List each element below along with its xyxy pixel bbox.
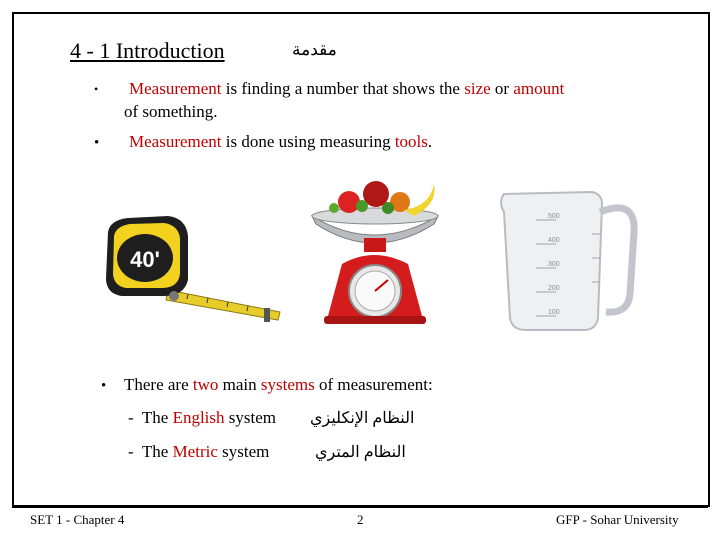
title-arabic: مقدمة: [292, 40, 337, 59]
cup-mark: 400: [548, 237, 560, 244]
footer-chapter: SET 1 - Chapter 4: [30, 512, 125, 527]
cup-mark: 200: [548, 285, 560, 292]
bullet-dot: •: [101, 378, 107, 394]
term-english: English: [172, 408, 225, 427]
cup-mark: 500: [548, 213, 560, 220]
metric-system-item: - The Metric system: [128, 442, 270, 461]
bullet-dot: •: [94, 82, 99, 96]
bullet-1-line-2: of something.: [124, 102, 218, 121]
cup-mark: 300: [548, 261, 560, 268]
footer-divider: [12, 505, 708, 508]
footer-institution: GFP - Sohar University: [556, 512, 679, 527]
bullet-1-line-1: Measurement is finding a number that shows the size or amount: [129, 79, 565, 98]
tape-measure-image: [98, 212, 283, 324]
term-tools: tools: [394, 132, 428, 151]
term-systems: systems: [260, 375, 315, 394]
term-metric: Metric: [172, 442, 218, 461]
measuring-cup-image: [496, 184, 640, 334]
metric-system-arabic: النظام المتري: [315, 444, 406, 461]
bullet-2: Measurement is done using measuring tools.: [129, 132, 433, 151]
english-system-arabic: النظام الإنكليزي: [310, 410, 415, 427]
cup-mark: 100: [548, 309, 560, 316]
english-system-item: - The English system: [128, 408, 276, 427]
slide-title: 4 - 1 Introduction: [70, 38, 225, 63]
term-measurement: Measurement: [129, 79, 222, 98]
bullet-dot: •: [94, 135, 100, 151]
term-size: size: [464, 79, 491, 98]
kitchen-scale-image: [304, 176, 444, 334]
term-amount: amount: [513, 79, 565, 98]
footer-page-number: 2: [357, 512, 364, 527]
term-two: two: [192, 375, 219, 394]
systems-intro: There are two main systems of measurement:: [124, 375, 433, 394]
tape-measure-label: 40': [130, 247, 160, 272]
term-measurement: Measurement: [129, 132, 222, 151]
